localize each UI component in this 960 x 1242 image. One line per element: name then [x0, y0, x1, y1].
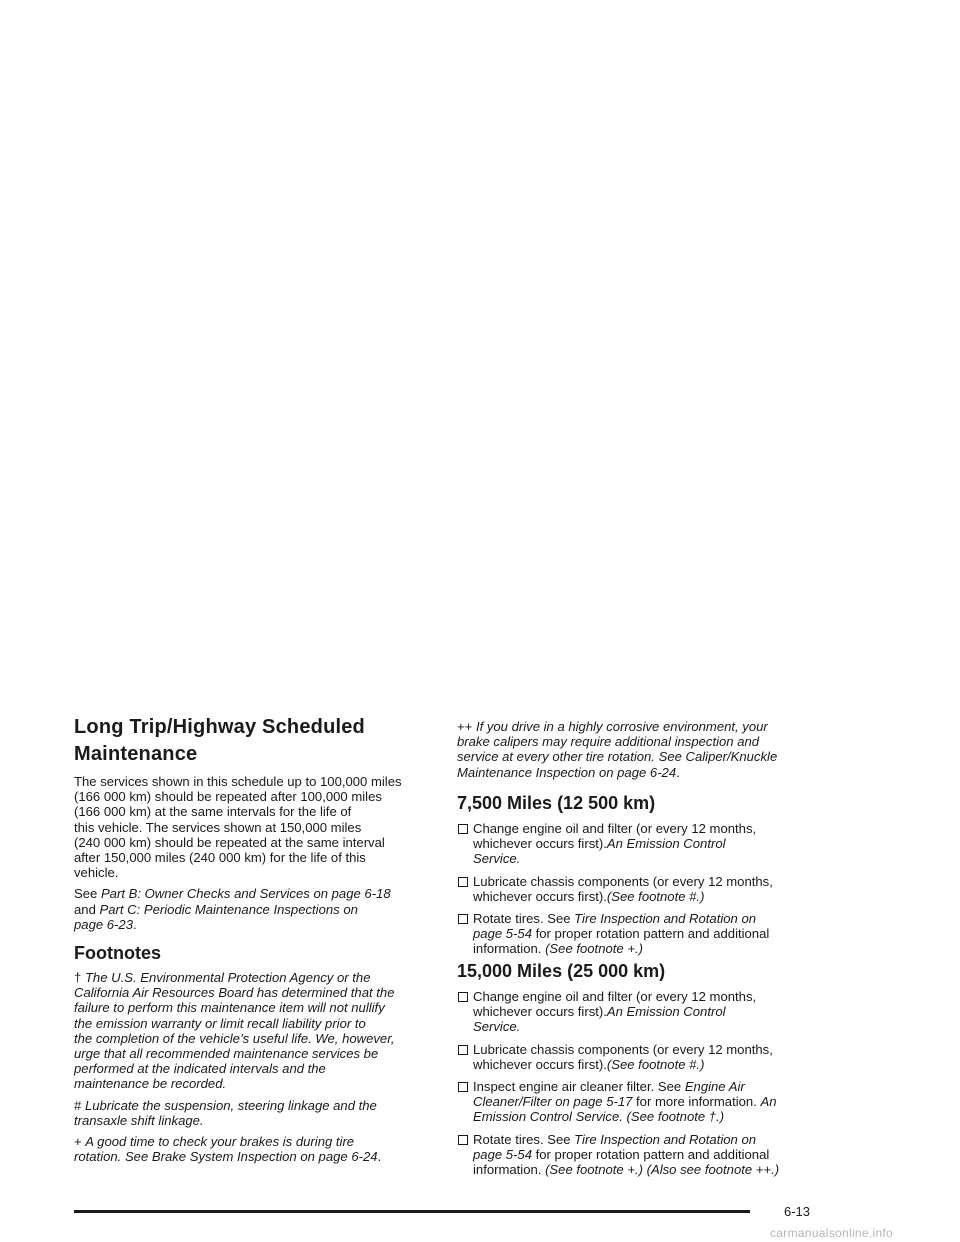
link-part-c[interactable]: Part C: Periodic Maintenance Inspections on: [99, 901, 358, 917]
checkbox-icon[interactable]: [458, 1082, 468, 1092]
checkbox-icon[interactable]: [458, 914, 468, 924]
checkbox-icon[interactable]: [458, 1135, 468, 1145]
intro-paragraph: The services shown in this schedule up to 100,000 miles (166 000 km) should be repeated after 100,000 miles (166 000 km) at the same intervals for the life of this vehicle. The services shown at 150,000 miles (240 000 km) should be repeated at the same interval after 150,000 miles (240 000 km) for the life of this vehicle.: [74, 774, 402, 881]
checkbox-icon[interactable]: [458, 877, 468, 887]
footnotes-section: [74, 942, 436, 1164]
checkbox-icon[interactable]: [458, 824, 468, 834]
watermark-text: carmanualsonline.info: [770, 1226, 894, 1240]
interval-15000-heading: 15,000 Miles (25 000 km): [457, 961, 666, 981]
checklist-item: Inspect engine air cleaner filter. See Engine Air Cleaner/Filter on page 5-17 for more information. An Emission Control Service. (See footnote †.): [457, 1079, 819, 1125]
intro-text: [74, 774, 436, 932]
footnotes-heading: Footnotes: [74, 943, 161, 963]
footnote-dagger: † The U.S. Environmental Protection Agency or the California Air Resources Board has determined that the failure to perform this maintenance item will not nullify the emission warranty or limit recall liability prior to the completion of the vehicle’s useful life. We, however, urge that all recommended maintenance services be performed at the indicated intervals and the maintenance be recorded.: [74, 970, 395, 1092]
checklist-item: Lubricate chassis components (or every 12 months, whichever occurs first).(See footnote #.): [457, 874, 819, 904]
checklist-item: Lubricate chassis components (or every 12 months, whichever occurs first).(See footnote #.): [457, 1042, 819, 1072]
footnote-hash: # Lubricate the suspension, steering linkage and the transaxle shift linkage.: [74, 1097, 377, 1128]
see-references: See Part B: Owner Checks and Services on page 6-18 and Part C: Periodic Maintenance Inspections on page 6-23.: [74, 886, 391, 932]
checklist-item: Change engine oil and filter (or every 12 months, whichever occurs first).An Emission Control Service.: [457, 821, 819, 867]
footnote-double-plus: ++ If you drive in a highly corrosive environment, your brake calipers may require additional inspection and service at every other tire rotation. See Caliper/Knuckle Maintenance Inspection on page 6-24.: [457, 719, 778, 780]
checkbox-icon[interactable]: [458, 992, 468, 1002]
checkbox-icon[interactable]: [458, 1045, 468, 1055]
interval-15000: [457, 960, 819, 1177]
link-part-c-page[interactable]: page 6-23: [74, 916, 133, 932]
link-part-b[interactable]: Part B: Owner Checks and Services on page 6-18: [100, 886, 391, 902]
checklist-item: Rotate tires. See Tire Inspection and Rotation on page 5-54 for proper rotation pattern and additional information. (See footnote +.): [457, 911, 819, 957]
footer-rule: [74, 1210, 750, 1213]
footnote-plus: + A good time to check your brakes is during tire rotation. See Brake System Inspection on page 6-24.: [74, 1134, 382, 1165]
page-number: 6-13: [784, 1204, 811, 1219]
section-title: Long Trip/Highway Scheduled Maintenance: [74, 716, 365, 765]
interval-7500: [457, 792, 819, 957]
checklist-item: Change engine oil and filter (or every 12 months, whichever occurs first).An Emission Control Service.: [457, 989, 819, 1035]
interval-7500-heading: 7,500 Miles (12 500 km): [457, 793, 656, 813]
checklist-item: Rotate tires. See Tire Inspection and Rotation on page 5-54 for proper rotation pattern and additional information. (See footnote +.) (Also see footnote ++.): [457, 1132, 819, 1178]
